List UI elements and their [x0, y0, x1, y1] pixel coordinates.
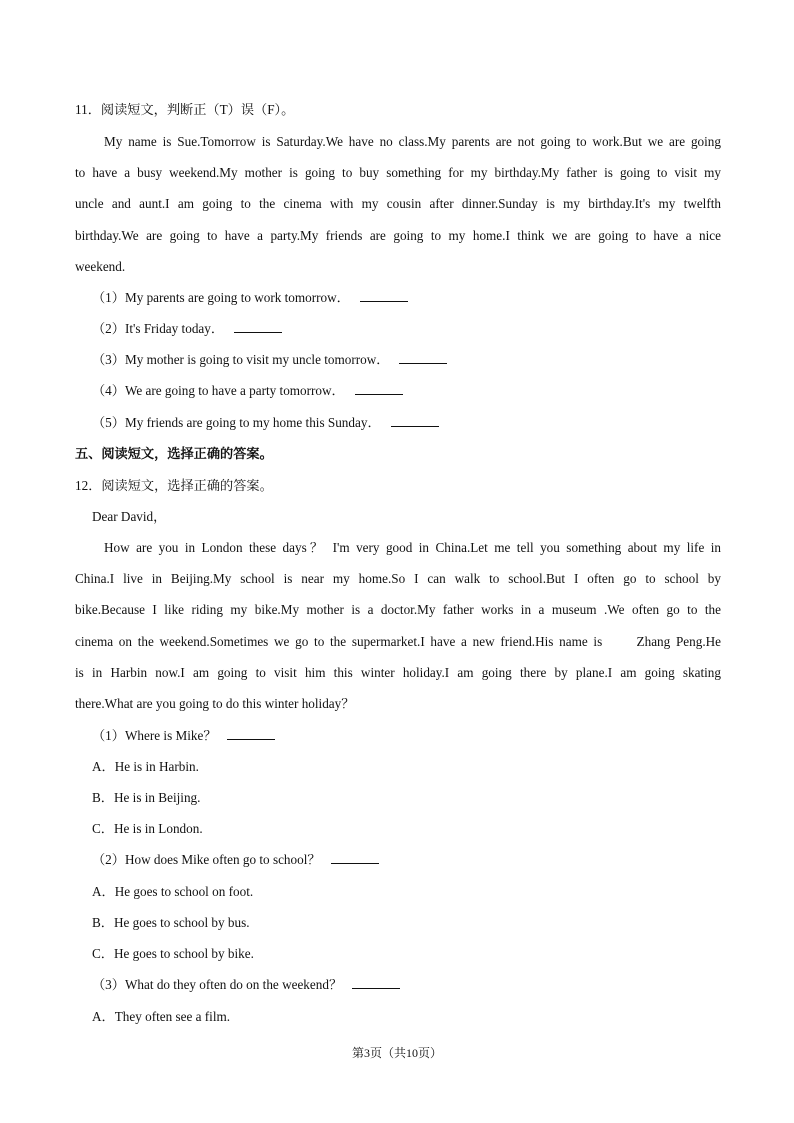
- q12-question-1-stem: （1）Where is Mike？: [92, 728, 217, 743]
- q11-item-4: [92, 382, 403, 400]
- page-number-footer: 第3页（共10页）: [351, 1046, 442, 1060]
- answer-blank[interactable]: [234, 320, 282, 333]
- q12-q2-option-b[interactable]: B．He goes to school by bus.: [92, 915, 250, 930]
- q12-title: 12．阅读短文，选择正确的答案。: [75, 478, 273, 493]
- answer-blank[interactable]: [352, 976, 400, 989]
- q12-passage-line-4: cinema on the weekend.Sometimes we go to the supermarket.I have a new friend.His name is Zhang Peng.He: [75, 634, 721, 649]
- q12-q2-option-c[interactable]: C．He goes to school by bike.: [92, 946, 254, 961]
- q11-title: 11．阅读短文，判断正（T）误（F）。: [75, 102, 295, 117]
- q11-passage-line-1: My name is Sue.Tomorrow is Saturday.We have no class.My parents are not going to work.But we are going: [104, 134, 721, 149]
- answer-blank[interactable]: [355, 382, 403, 395]
- answer-blank[interactable]: [227, 727, 275, 740]
- q11-item-2: [92, 320, 282, 338]
- q12-question-3: [92, 976, 400, 994]
- q11-item-3-text: （3）My mother is going to visit my uncle tomorrow．: [92, 352, 390, 367]
- answer-blank[interactable]: [391, 414, 439, 427]
- q11-passage-line-5: weekend.: [75, 259, 126, 274]
- q11-item-1-text: （1）My parents are going to work tomorrow．: [92, 290, 350, 305]
- q12-passage-line-1: How are you in London these days？ I'm very good in China.Let me tell you something about my life in: [104, 540, 721, 555]
- q11-item-1: [92, 289, 408, 307]
- q11-item-2-text: （2）It's Friday today．: [92, 321, 225, 336]
- q12-passage-line-3: bike.Because I like riding my bike.My mother is a doctor.My father works in a museum .We often go to the: [75, 602, 721, 617]
- answer-blank[interactable]: [360, 289, 408, 302]
- q11-passage-line-3: uncle and aunt.I am going to the cinema with my cousin after dinner.Sunday is my birthday.It's my twelfth: [75, 196, 721, 211]
- answer-blank[interactable]: [331, 851, 379, 864]
- q12-q2-option-a[interactable]: A．He goes to school on foot.: [92, 884, 254, 899]
- q11-passage-line-2: to have a busy weekend.My mother is going to buy something for my birthday.My father is going to visit my: [75, 165, 721, 180]
- q12-question-3-stem: （3）What do they often do on the weekend？: [92, 977, 343, 992]
- q12-question-2: [92, 851, 379, 869]
- q11-item-3: [92, 351, 447, 369]
- q11-item-4-text: （4）We are going to have a party tomorrow．: [92, 383, 345, 398]
- q12-question-2-stem: （2）How does Mike often go to school？: [92, 852, 321, 867]
- q12-passage-line-6: there.What are you going to do this winter holiday？: [75, 696, 355, 711]
- letter-salutation: Dear David，: [92, 509, 167, 524]
- q12-passage-line-2: China.I live in Beijing.My school is near my home.So I can walk to school.But I often go to school by: [75, 571, 721, 586]
- q11-item-5: [92, 414, 439, 432]
- q12-q1-option-a[interactable]: A．He is in Harbin.: [92, 759, 199, 774]
- q11-item-5-text: （5）My friends are going to my home this Sunday．: [92, 415, 381, 430]
- q12-q3-option-a[interactable]: A．They often see a film.: [92, 1009, 231, 1024]
- answer-blank[interactable]: [399, 351, 447, 364]
- q12-q1-option-b[interactable]: B．He is in Beijing.: [92, 790, 201, 805]
- q11-passage-line-4: birthday.We are going to have a party.My friends are going to my home.I think we are going to have a nice: [75, 228, 721, 243]
- q12-q1-option-c[interactable]: C．He is in London.: [92, 821, 203, 836]
- q12-question-1: [92, 727, 275, 745]
- q12-passage-line-5: is in Harbin now.I am going to visit him this winter holiday.I am going there by plane.I am going skating: [75, 665, 721, 680]
- section5-heading: 五、阅读短文，选择正确的答案。: [75, 446, 273, 461]
